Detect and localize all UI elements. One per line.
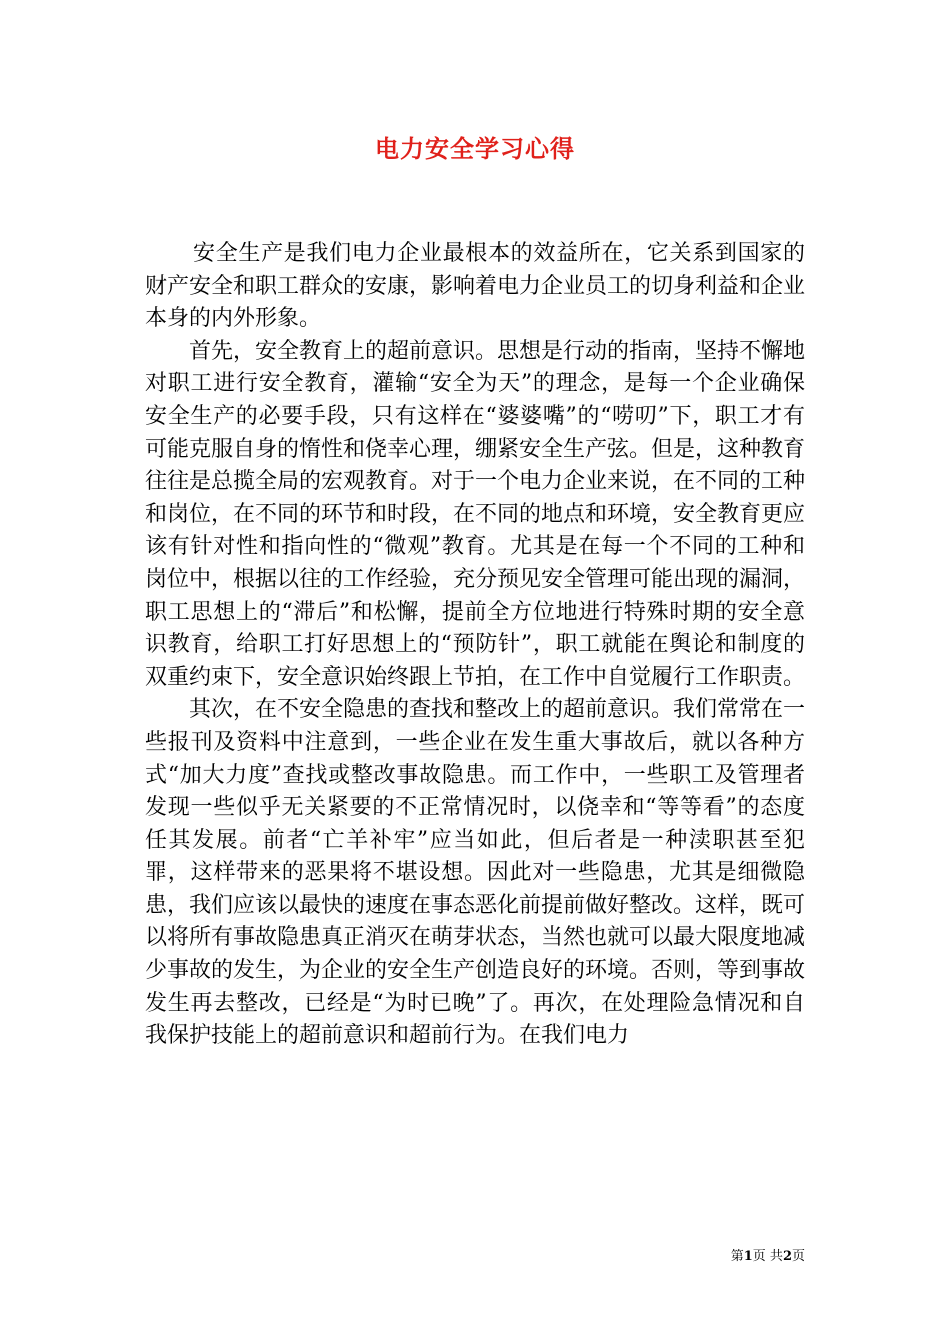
footer-middle: 页 共 [752,1249,783,1264]
footer-suffix: 页 [791,1249,805,1264]
paragraph-first: 首先，安全教育上的超前意识。思想是行动的指南，坚持不懈地对职工进行安全教育，灌输“安全为天”的理念，是每一个企业确保安全生产的必要手段，只有这样在“婆婆嘴”的“唠叨”下，职工才有可能克服自身的惰性和侥幸心理，绷紧安全生产弦。但是，这种教育往往是总揽全局的宏观教育。对于一个电力企业来说，在不同的工种和岗位，在不同的环节和时段，在不同的地点和环境，安全教育更应该有针对性和指向性的“微观”教育。尤其是在每一个不同的工种和岗位中，根据以往的工作经验，充分预见安全管理可能出现的漏洞，职工思想上的“滞后”和松懈，提前全方位地进行特殊时期的安全意识教育，给职工打好思想上的“预防针”，职工就能在舆论和制度的双重约束下，安全意识始终跟上节拍，在工作中自觉履行工作职责。 [145,338,806,690]
document-body [145,238,805,1053]
footer-current-page: 1 [743,1249,753,1264]
page-footer [0,1248,805,1266]
footer-prefix: 第 [730,1249,744,1264]
footer-total-pages: 2 [782,1249,792,1264]
paragraph-second: 其次，在不安全隐患的查找和整改上的超前意识。我们常常在一些报刊及资料中注意到，一些企业在发生重大事故后，就以各种方式“加大力度”查找或整改事故隐患。而工作中，一些职工及管理者发现一些似乎无关紧要的不正常情况时，以侥幸和“等等看”的态度任其发展。前者“亡羊补牢”应当如此，但后者是一种渎职甚至犯罪，这样带来的恶果将不堪设想。因此对一些隐患，尤其是细微隐患，我们应该以最快的速度在事态恶化前提前做好整改。这样，既可以将所有事故隐患真正消灭在萌芽状态，当然也就可以最大限度地减少事故的发生，为企业的安全生产创造良好的环境。否则，等到事故发生再去整改，已经是“为时已晚”了。再次，在处理险急情况和自我保护技能上的超前意识和超前行为。在我们电力 [145,697,806,1049]
paragraph-intro: 安全生产是我们电力企业最根本的效益所在，它关系到国家的财产安全和职工群众的安康，影响着电力企业员工的切身利益和企业本身的内外形象。 [145,241,806,332]
document-title: 电力安全学习心得 [375,134,575,163]
